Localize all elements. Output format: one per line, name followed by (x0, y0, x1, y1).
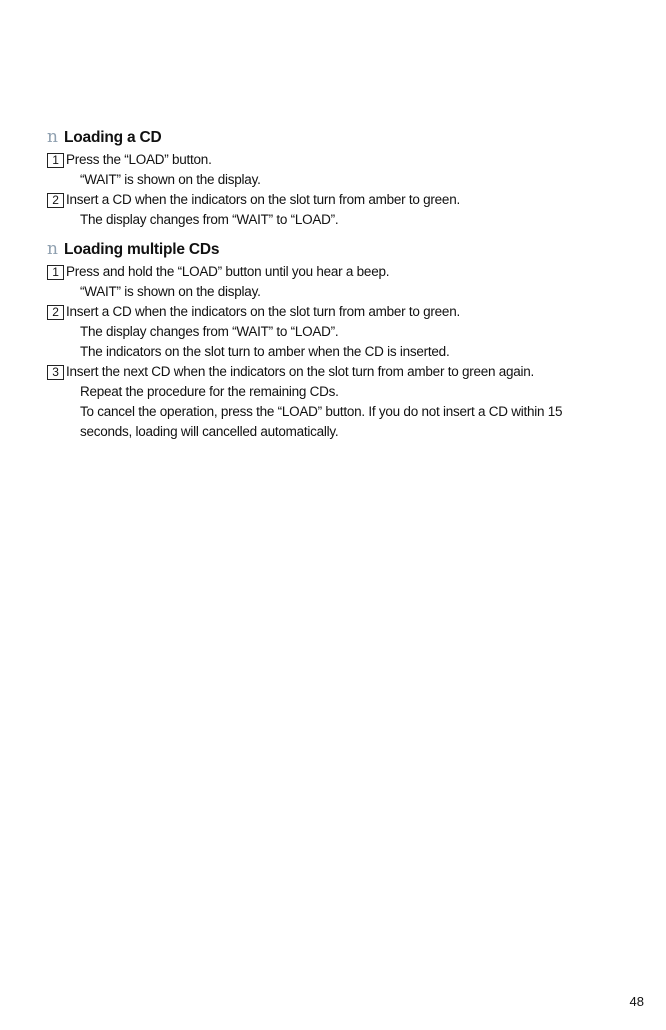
step-number-box: 2 (47, 305, 64, 320)
step-item (47, 262, 627, 282)
step-number-box: 3 (47, 365, 64, 380)
step-number-box: 2 (47, 193, 64, 208)
step-note: Repeat the procedure for the remaining CDs. (80, 384, 339, 399)
step-item (47, 362, 627, 382)
section-title: Loading a CD (64, 129, 162, 146)
section-title: Loading multiple CDs (64, 241, 220, 258)
step-note: seconds, loading will cancelled automatically. (80, 424, 339, 439)
step-item (47, 190, 627, 210)
step-text: Press the “LOAD” button. (66, 152, 212, 167)
step-number-box: 1 (47, 153, 64, 168)
step-text: Press and hold the “LOAD” button until you hear a beep. (66, 264, 390, 279)
step-text: Insert a CD when the indicators on the slot turn from amber to green. (66, 304, 460, 319)
step-text: Insert a CD when the indicators on the slot turn from amber to green. (66, 192, 460, 207)
section-heading (47, 126, 627, 148)
step-note: The display changes from “WAIT” to “LOAD”. (80, 324, 339, 339)
section-heading (47, 238, 627, 260)
section-loading-multiple-cds (47, 238, 627, 442)
step-note: To cancel the operation, press the “LOAD” button. If you do not insert a CD within 15 (80, 404, 563, 419)
step-number-box: 1 (47, 265, 64, 280)
step-note: “WAIT” is shown on the display. (80, 172, 261, 187)
section-bullet-icon: n (47, 127, 58, 147)
step-item (47, 150, 627, 170)
step-note: “WAIT” is shown on the display. (80, 284, 261, 299)
step-text: Insert the next CD when the indicators on the slot turn from amber to green again. (66, 364, 535, 379)
manual-content (47, 126, 627, 450)
section-loading-a-cd (47, 126, 627, 230)
page-number: 48 (629, 994, 644, 1009)
step-note: The indicators on the slot turn to amber when the CD is inserted. (80, 344, 450, 359)
step-note: The display changes from “WAIT” to “LOAD”. (80, 212, 339, 227)
section-bullet-icon: n (47, 239, 58, 259)
step-item (47, 302, 627, 322)
